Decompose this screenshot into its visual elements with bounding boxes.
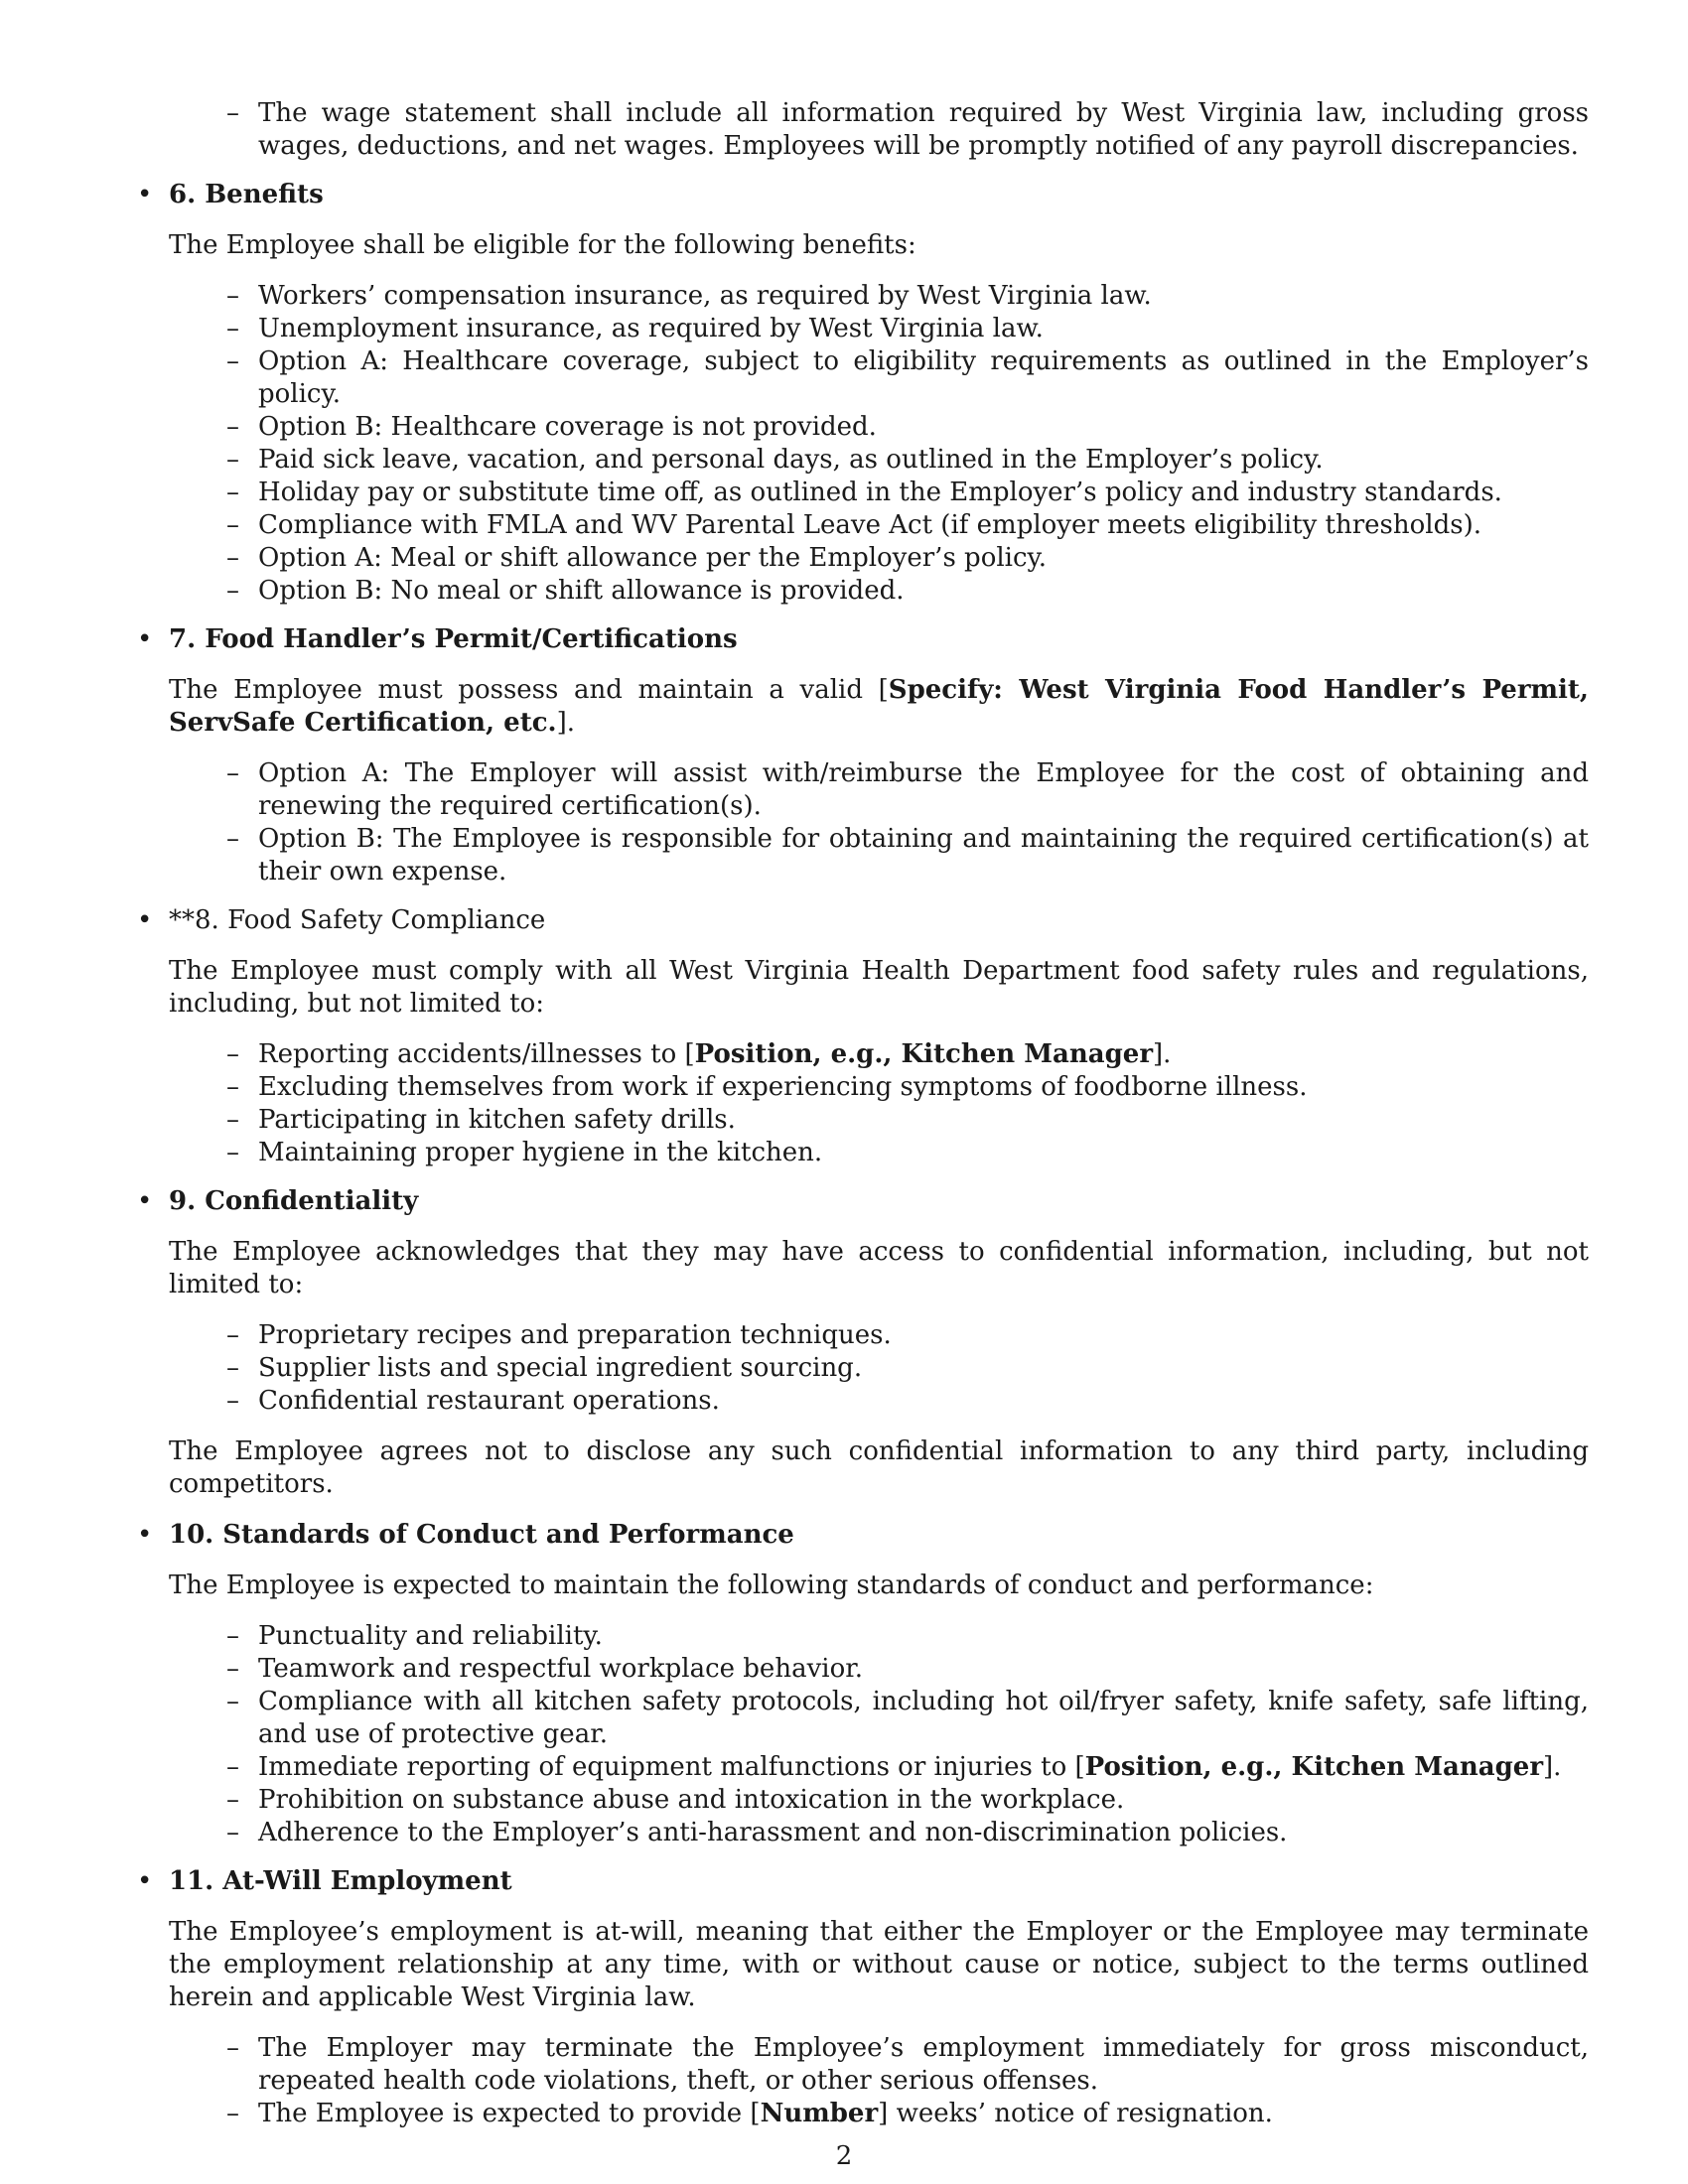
benefits-list: [137, 280, 1589, 608]
list-item: – Participating in kitchen safety drills.: [226, 1104, 1589, 1137]
item-text: The Employee is expected to provide [: [258, 2099, 761, 2128]
item-text: ] weeks’ notice of resignation.: [878, 2099, 1273, 2128]
section-heading: 10. Standards of Conduct and Performance: [169, 1520, 794, 1550]
list-item: – Holiday pay or substitute time off, as outlined in the Employer’s policy and industry standards.: [226, 477, 1589, 509]
list-item: – Compliance with FMLA and WV Parental Leave Act (if employer meets eligibility thresholds).: [226, 509, 1589, 542]
list-item: – Confidential restaurant operations.: [226, 1385, 1589, 1418]
confidentiality-closing-block: [137, 1435, 1589, 1501]
section-conduct: [137, 1519, 1589, 1602]
section-at-will: [137, 1865, 1589, 2014]
section-closing: The Employee agrees not to disclose any such confidential information to any third party, including competitors.: [169, 1436, 1589, 1499]
item-text: ].: [1543, 1752, 1562, 1782]
list-item: – Option B: Healthcare coverage is not provided.: [226, 411, 1589, 444]
list-item: – The wage statement shall include all information required by West Virginia law, including gross wages, deductions, and net wages. Employees will be promptly notified of any payroll discrepancies.: [226, 97, 1589, 163]
section-confidentiality: [137, 1185, 1589, 1301]
item-text: Immediate reporting of equipment malfunctions or injuries to [: [258, 1752, 1085, 1782]
bullet-icon: •: [137, 1520, 153, 1550]
wage-statement-list: [137, 97, 1589, 163]
bullet-icon: •: [137, 1866, 153, 1896]
food-safety-list: [137, 1038, 1589, 1169]
item-text: ].: [1153, 1039, 1172, 1069]
list-item: [226, 2098, 1589, 2130]
placeholder-field: Position, e.g., Kitchen Manager: [1084, 1752, 1544, 1782]
list-item: – Option B: The Employee is responsible for obtaining and maintaining the required certification(s) at their own expense.: [226, 823, 1589, 888]
item-text: Reporting accidents/illnesses to [: [258, 1039, 695, 1069]
list-item: – Workers’ compensation insurance, as required by West Virginia law.: [226, 280, 1589, 313]
list-item: – Proprietary recipes and preparation techniques.: [226, 1319, 1589, 1352]
section-heading: 7. Food Handler’s Permit/Certifications: [169, 624, 738, 654]
list-item: [226, 1751, 1589, 1784]
list-item: – Punctuality and reliability.: [226, 1620, 1589, 1653]
section-intro: The Employee is expected to maintain the following standards of conduct and performance:: [169, 1570, 1374, 1600]
section-heading: 11. At-Will Employment: [169, 1866, 512, 1896]
list-item: – Maintaining proper hygiene in the kitchen.: [226, 1137, 1589, 1169]
placeholder-field: Specify: West Virginia Food Handler’s Permit, ServSafe Certification, etc.: [169, 675, 1589, 738]
bullet-icon: •: [137, 905, 153, 935]
section-food-safety: [137, 904, 1589, 1021]
list-item: – Option A: The Employer will assist with/reimburse the Employee for the cost of obtaining and renewing the required certification(s).: [226, 757, 1589, 823]
list-item: – Supplier lists and special ingredient sourcing.: [226, 1352, 1589, 1385]
conduct-list: [137, 1620, 1589, 1849]
list-item: – Option B: No meal or shift allowance is provided.: [226, 575, 1589, 608]
section-heading: 6. Benefits: [169, 180, 324, 209]
list-item: – Option A: Meal or shift allowance per the Employer’s policy.: [226, 542, 1589, 575]
section-benefits: [137, 179, 1589, 262]
permit-list: [137, 757, 1589, 888]
intro-text: ].: [556, 708, 576, 738]
list-item: – Unemployment insurance, as required by West Virginia law.: [226, 313, 1589, 345]
section-permit: [137, 623, 1589, 740]
list-item: – Option A: Healthcare coverage, subject to eligibility requirements as outlined in the Employer’s policy.: [226, 345, 1589, 411]
bullet-icon: •: [137, 624, 153, 654]
page-number: 2: [835, 2141, 853, 2171]
list-item: – The Employer may terminate the Employee’s employment immediately for gross misconduct, repeated health code violations, theft, or other serious offenses.: [226, 2032, 1589, 2098]
list-item: – Compliance with all kitchen safety protocols, including hot oil/fryer safety, knife safety, safe lifting, and use of protective gear.: [226, 1686, 1589, 1751]
list-item: – Prohibition on substance abuse and intoxication in the workplace.: [226, 1784, 1589, 1817]
document-body: [137, 97, 1589, 2130]
list-item: – Teamwork and respectful workplace behavior.: [226, 1653, 1589, 1686]
placeholder-field: Number: [760, 2099, 879, 2128]
list-item: [226, 1038, 1589, 1071]
list-item: – Adherence to the Employer’s anti-harassment and non-discrimination policies.: [226, 1817, 1589, 1849]
placeholder-field: Position, e.g., Kitchen Manager: [694, 1039, 1154, 1069]
section-intro: The Employee’s employment is at-will, meaning that either the Employer or the Employee may terminate the employment relationship at any time, with or without cause or notice, subject to the terms outlined herein and applicable West Virginia law.: [169, 1917, 1589, 2012]
section-heading: **8. Food Safety Compliance: [169, 905, 546, 935]
section-intro: The Employee acknowledges that they may have access to confidential information, including, but not limited to:: [169, 1237, 1589, 1299]
list-item: – Excluding themselves from work if experiencing symptoms of foodborne illness.: [226, 1071, 1589, 1104]
section-heading: 9. Confidentiality: [169, 1186, 419, 1216]
section-intro: [169, 674, 1589, 740]
intro-text: The Employee must possess and maintain a valid [: [169, 675, 889, 705]
bullet-icon: •: [137, 180, 153, 209]
list-item: – Paid sick leave, vacation, and personal days, as outlined in the Employer’s policy.: [226, 444, 1589, 477]
section-intro: The Employee shall be eligible for the following benefits:: [169, 230, 916, 260]
confidentiality-list: [137, 1319, 1589, 1418]
at-will-list: [137, 2032, 1589, 2130]
section-intro: The Employee must comply with all West Virginia Health Department food safety rules and regulations, including, but not limited to:: [169, 956, 1589, 1019]
bullet-icon: •: [137, 1186, 153, 1216]
